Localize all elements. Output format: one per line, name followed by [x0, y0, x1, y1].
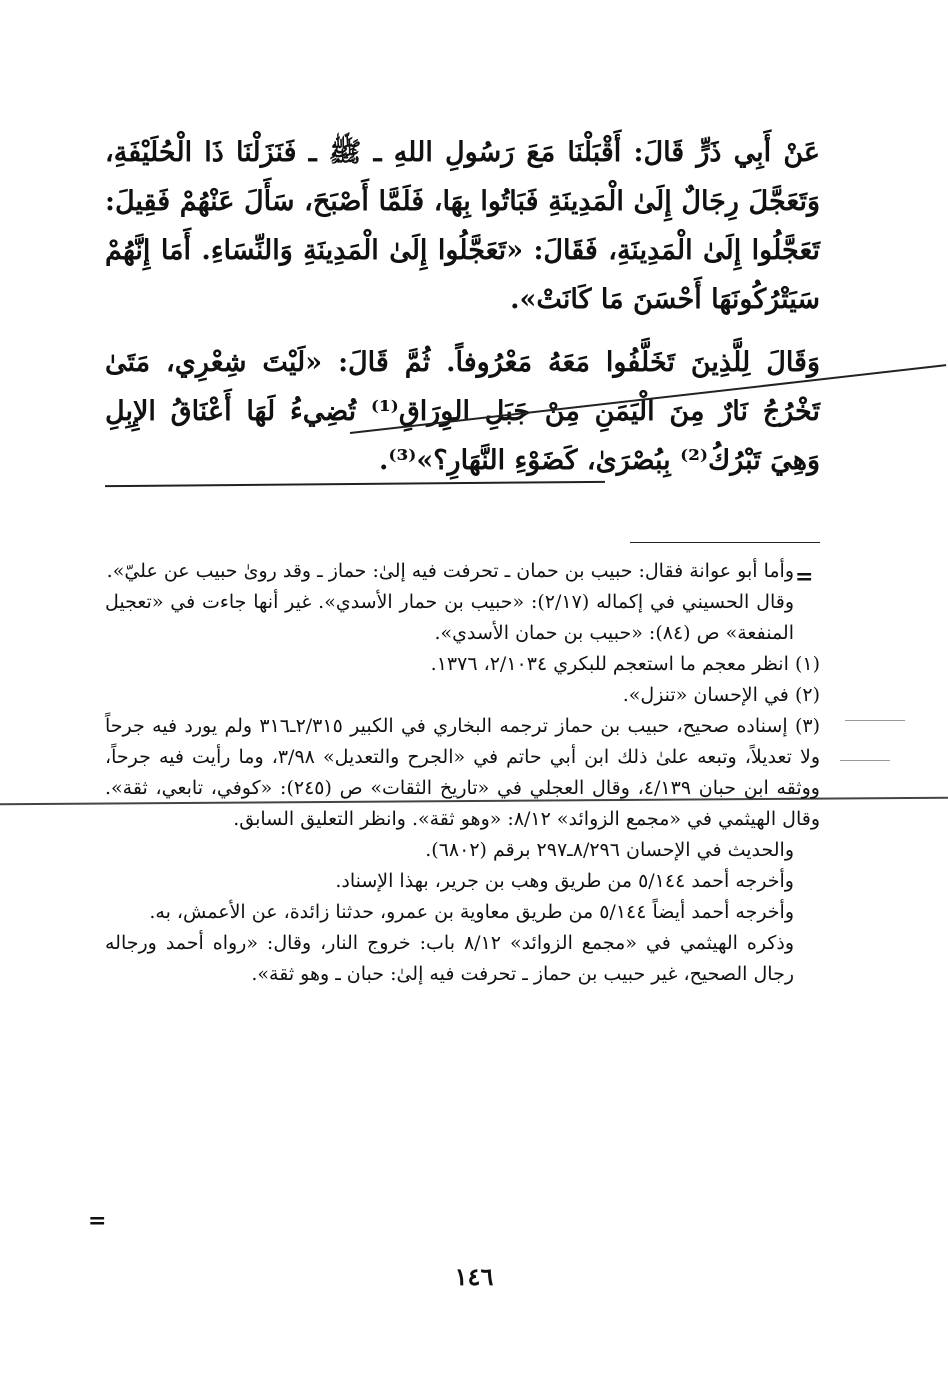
footnote-label: (١): [794, 653, 820, 675]
continuation-marker-bottom: =: [88, 1208, 107, 1234]
footnote-sub-line: وأخرجه أحمد أيضاً ٥/١٤٤ من طريق معاوية بن عمرو، حدثنا زائدة، عن الأعمش، به.: [149, 901, 794, 923]
footnote-label: (٢): [794, 684, 820, 706]
footnote-text: إسناده صحيح، حبيب بن حماز ترجمه البخاري في الكبير ٢/٣١٥ـ٣١٦ ولم يورد فيه جرحاً ولا تعديلاً، وتبعه علىٰ ذلك ابن أبي حاتم في «الجرح والتعديل» ٣/٩٨، وما رأيت فيه جرحاً، ووثقه ابن حبان ٤/١٣٩، وقال العجلي في «تاريخ الثقات» ص (٢٤٥): «كوفي، تابعي، ثقة». وقال الهيثمي في «مجمع الزوائد» ٨/١٢: «وهو ثقة». وانظر التعليق السابق.: [105, 715, 820, 830]
footnote-text: انظر معجم ما استعجم للبكري ٢/١٠٣٤، ١٣٧٦.: [430, 653, 789, 675]
footnote-sub-line: وذكره الهيثمي في «مجمع الزوائد» ٨/١٢ باب: خروج النار، وقال: «رواه أحمد ورجاله رجال الصحيح، غير حبيب بن حماز ـ تحرفت فيه إلىٰ: حبان ـ وهو ثقة».: [105, 932, 795, 985]
hadith-paragraph-1: عَنْ أَبِي ذَرٍّ قَالَ: أَقْبَلْنَا مَعَ رَسُولِ اللهِ ـ ﷺ ـ فَنَزَلْنَا ذَا الْحُلَيْفَةِ، وَتَعَجَّلَ رِجَالٌ إِلَىٰ الْمَدِينَةِ فَبَاتُوا بِهَا، فَلَمَّا أَصْبَحَ، سَأَلَ عَنْهُمْ فَقِيلَ: تَعَجَّلُوا إِلَىٰ الْمَدِينَةِ، فَقَالَ: «تَعَجَّلُوا إِلَىٰ الْمَدِينَةِ وَالنِّسَاءِ. أَمَا إِنَّهُمْ سَيَتْرُكُونَهَا أَحْسَنَ مَا كَانَتْ».: [105, 137, 820, 315]
continuation-marker-top: =: [795, 564, 814, 590]
footnote-item-1: [105, 649, 820, 680]
scan-artifact: [840, 760, 890, 761]
scan-artifact: [845, 720, 905, 721]
footnote-item-3: [105, 711, 820, 835]
page-number: ١٤٦: [454, 1262, 494, 1291]
footnotes: [105, 556, 820, 990]
footnote-sub-line: وأخرجه أحمد ٥/١٤٤ من طريق وهب بن جرير، بهذا الإسناد.: [335, 870, 794, 892]
footnote-continuation-line: وأما أبو عوانة فقال: حبيب بن حمان ـ تحرفت فيه إلىٰ: حماز ـ وقد روىٰ حبيب عن عليّ».: [106, 560, 794, 582]
footnote-separator: [630, 542, 820, 543]
footnote-continuation-line: وقال الحسيني في إكماله (٢/١٧): «حبيب بن حمار الأسدي». غير أنها جاءت في «تعجيل المنفعة» ص (٨٤): «حبيب بن حمان الأسدي».: [105, 591, 794, 644]
hadith-text: [105, 128, 820, 485]
footnote-item-2: [105, 680, 820, 711]
footnote-text: في الإحسان «تنزل».: [622, 684, 789, 706]
footnote-sub-line: والحديث في الإحسان ٨/٢٩٦ـ٢٩٧ برقم (٦٨٠٢).: [425, 839, 794, 861]
hadith-paragraph-2: وَقَالَ لِلَّذِينَ تَخَلَّفُوا مَعَهُ مَعْرُوفاً. ثُمَّ قَالَ: «لَيْتَ شِعْرِي، مَتَىٰ تَخْرُجُ نَارٌ مِنَ الْيَمَنِ مِنْ جَبَلِ الوِرَاقِ⁽¹⁾ تُضِيءُ لَهَا أَعْنَاقُ الإِبِلِ وَهِيَ تَبْرُكُ⁽²⁾ بِبُصْرَىٰ، كَضَوْءِ النَّهَارِ؟»⁽³⁾.: [105, 347, 821, 476]
footnote-label: (٣): [794, 715, 820, 737]
